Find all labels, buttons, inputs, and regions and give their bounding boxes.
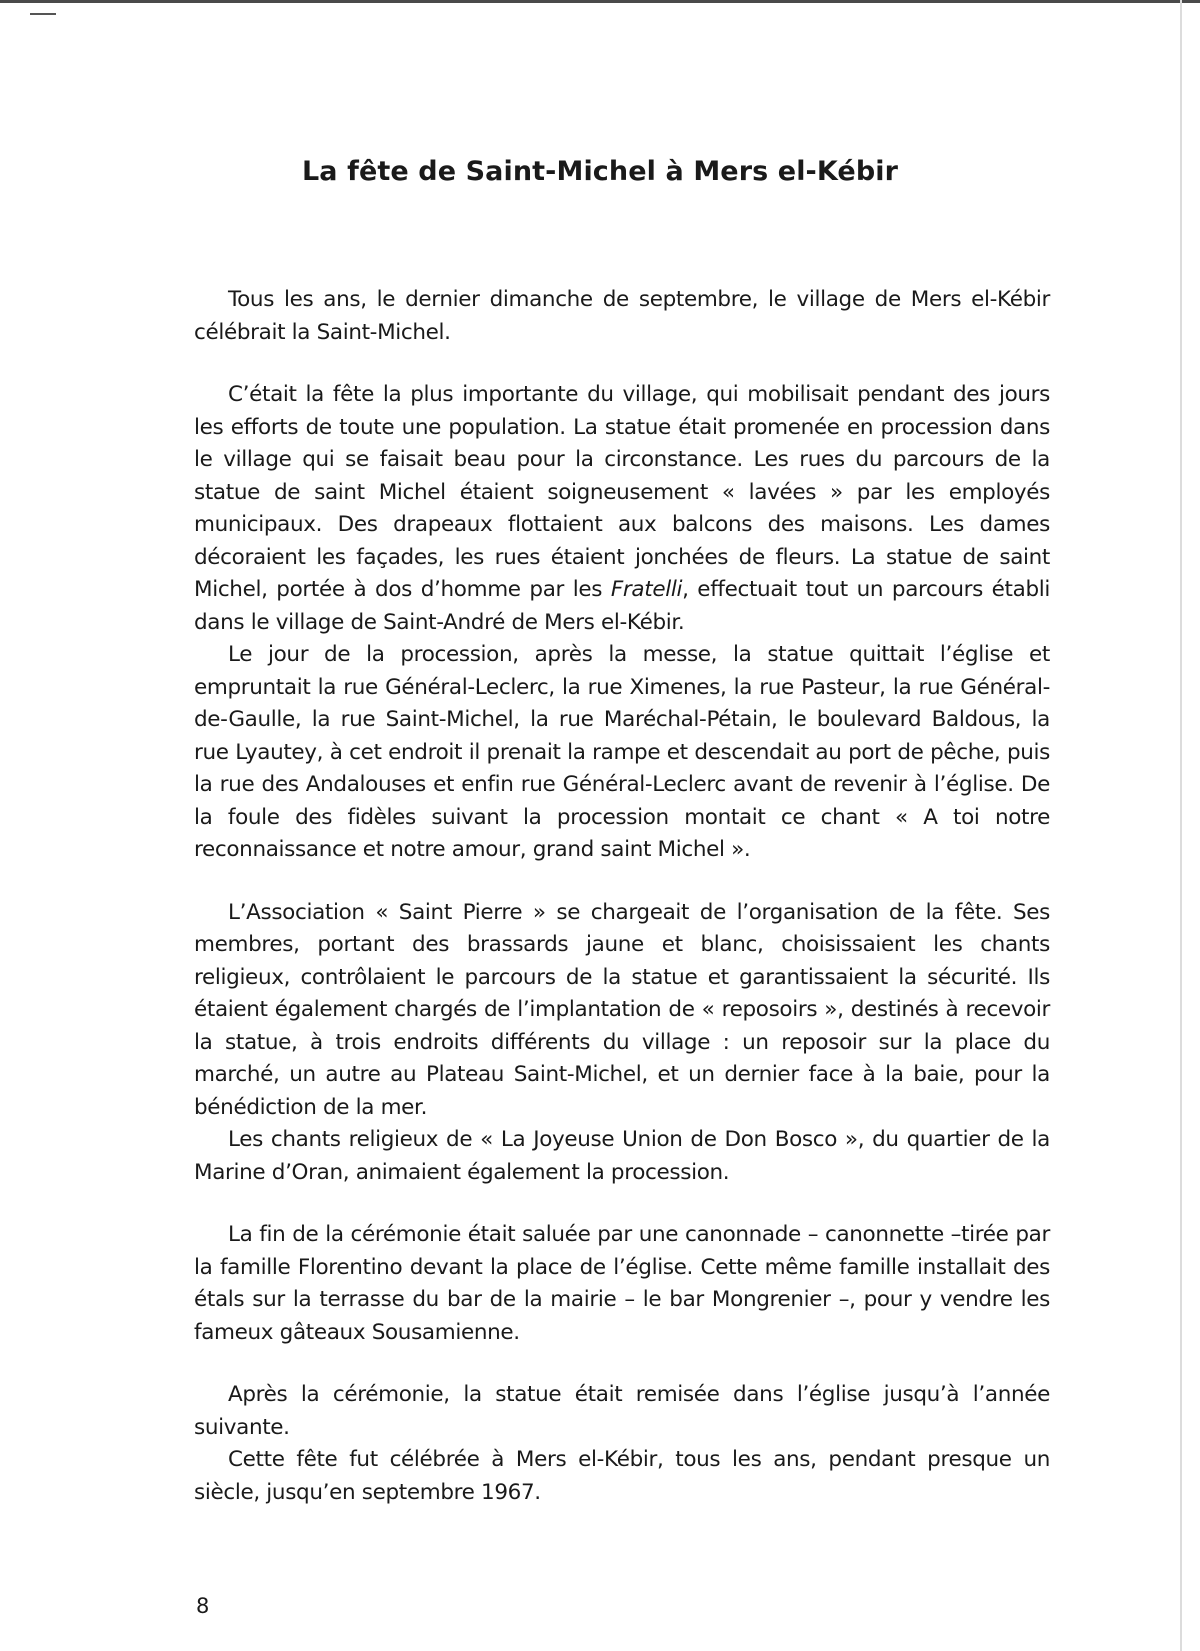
scan-mark: [30, 13, 56, 15]
article-body: [194, 284, 1050, 1509]
fratelli-italic: Fratelli: [610, 577, 683, 602]
paragraph-festival: [194, 379, 1050, 639]
page-top-edge: [0, 0, 1200, 3]
paragraph-chants: Les chants religieux de « La Joyeuse Union de Don Bosco », du quartier de la Marine d’Oran, animaient également la procession.: [194, 1127, 1050, 1185]
paragraph-after-ceremony: Après la cérémonie, la statue était remisée dans l’église jusqu’à l’année suivante.: [194, 1382, 1050, 1440]
paragraph-ceremony-end: La fin de la cérémonie était saluée par une canonnade – canonnette –tirée par la famille Florentino devant la place de l’église. Cette même famille installait des étals sur la terrasse du bar de la mairie – le bar Mongrenier –, pour y vendre les fameux gâteaux Sousamienne.: [194, 1222, 1050, 1345]
paragraph-procession-route: Le jour de la procession, après la messe, la statue quittait l’église et empruntait la rue Général-Leclerc, la rue Ximenes, la rue Pasteur, la rue Général-de-Gaulle, la rue Saint-Michel, la rue Maréchal-Pétain, le boulevard Baldous, la rue Lyautey, à cet endroit il prenait la rampe et descendait au port de pêche, puis la rue des Andalouses et enfin rue Général-Leclerc avant de revenir à l’église. De la foule des fidèles suivant la procession montait ce chant « A toi notre reconnaissance et notre amour, grand saint Michel ».: [194, 642, 1050, 862]
page-right-edge: [1180, 0, 1182, 1651]
paragraph-intro: Tous les ans, le dernier dimanche de septembre, le village de Mers el-Kébir célébrait la Saint-Michel.: [194, 287, 1050, 345]
paragraph-association: L’Association « Saint Pierre » se chargeait de l’organisation de la fête. Ses membres, portant des brassards jaune et blanc, choisissaient les chants religieux, contrôlaient le parcours de la statue et garantissaient la sécurité. Ils étaient également chargés de l’implantation de « reposoirs », destinés à recevoir la statue, à trois endroits différents du village : un reposoir sur la place du marché, un autre au Plateau Saint-Michel, et un dernier face à la baie, pour la bénédiction de la mer.: [194, 899, 1050, 1120]
paragraph-festival-text-a: C’était la fête la plus importante du village, qui mobilisait pendant des jours les efforts de toute une population. La statue était promenée en procession dans le village qui se faisait beau pour la circonstance. Les rues du parcours de la statue de saint Michel étaient soigneusement « lavées » par les employés municipaux. Des drapeaux flottaient aux balcons des maisons. Les dames décoraient les façades, les rues étaient jonchées de fleurs. La statue de saint Michel, portée à dos d’homme par les: [194, 382, 1050, 602]
page-title: La fête de Saint-Michel à Mers el-Kébir: [301, 156, 899, 187]
paragraph-conclusion: Cette fête fut célébrée à Mers el-Kébir, tous les ans, pendant presque un siècle, jusqu’en septembre 1967.: [194, 1447, 1050, 1505]
page-number: 8: [196, 1594, 210, 1618]
paragraph-festival-text-b: , effectuait tout un parcours établi dans le village de Saint-André de Mers el-Kébir.: [194, 577, 1051, 635]
